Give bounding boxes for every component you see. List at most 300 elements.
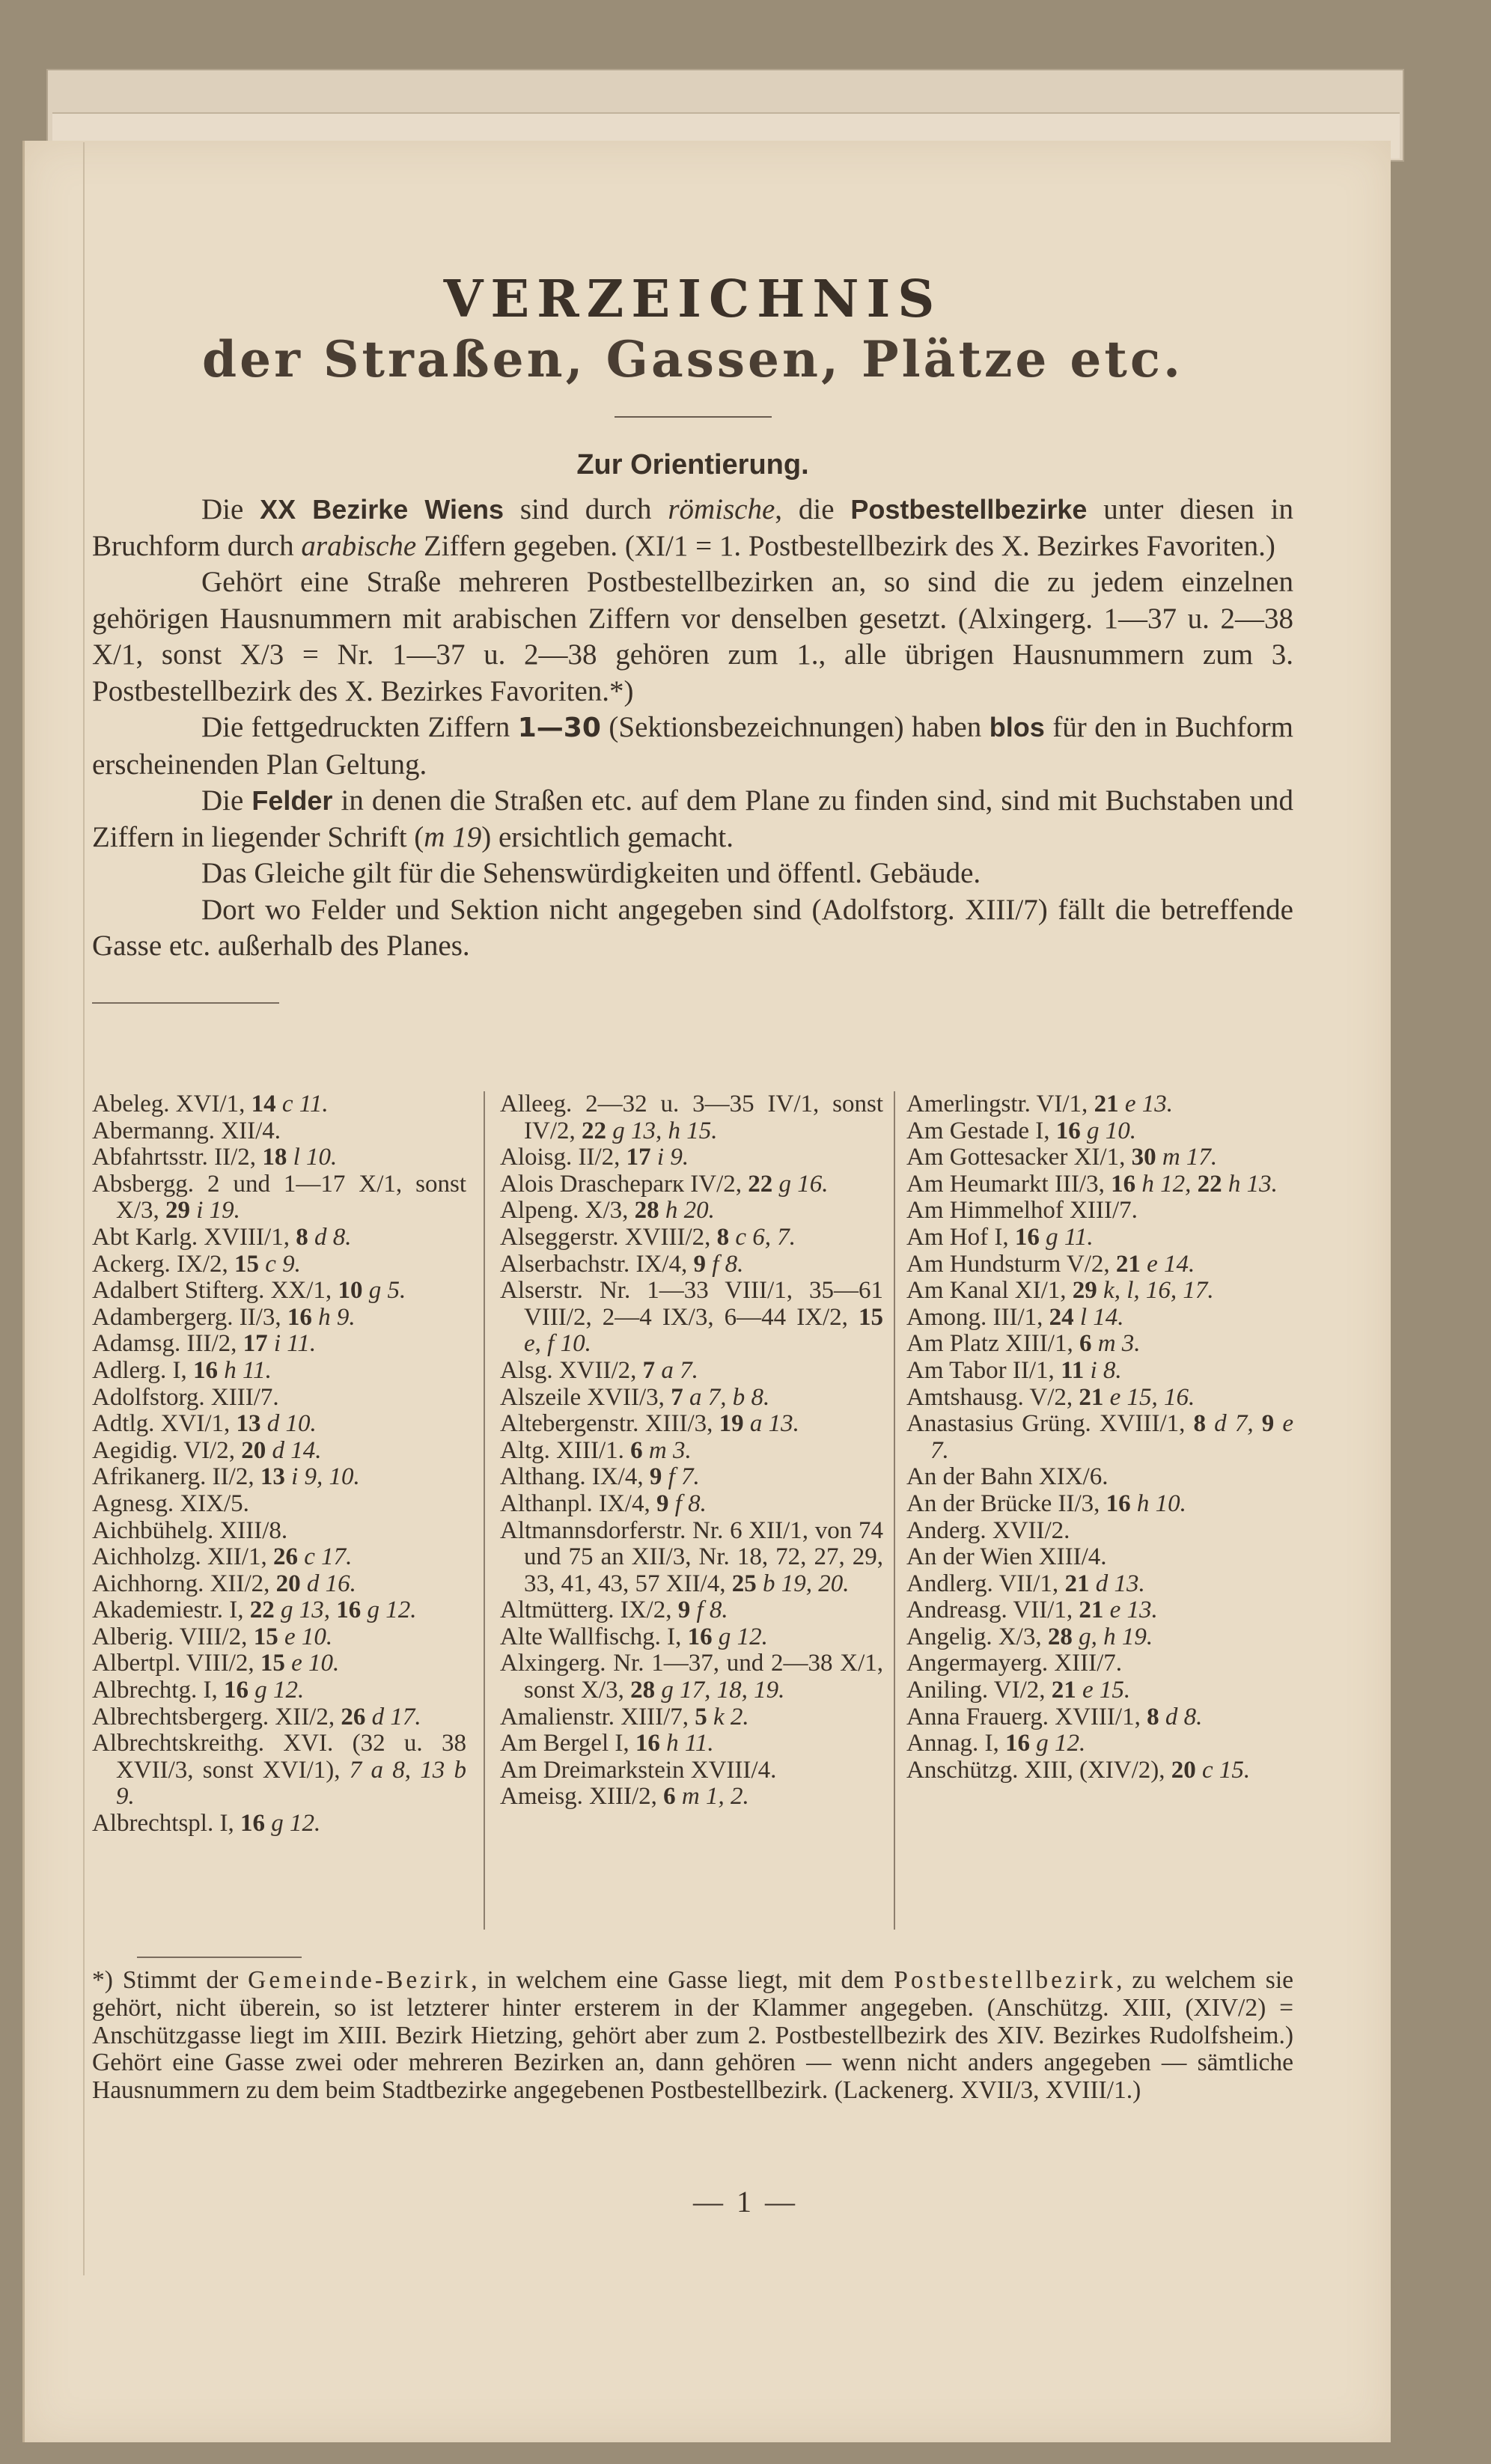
section-number: 8	[289, 1223, 308, 1251]
map-field: h 10.	[1130, 1489, 1186, 1517]
map-field: h 9.	[311, 1303, 356, 1331]
section-number: 26	[266, 1543, 298, 1571]
street-name: Adalbert Stifterg.	[92, 1277, 265, 1305]
section-number: 28	[628, 1197, 659, 1225]
section-number: 30	[1125, 1144, 1156, 1171]
index-entry	[92, 1171, 466, 1225]
postal-district: XVIII/2,	[618, 1223, 711, 1251]
postal-district: II/3,	[233, 1303, 281, 1331]
index-entry	[906, 1144, 1293, 1171]
section-number: 16	[217, 1677, 248, 1704]
intro-paragraph	[92, 783, 1293, 856]
index-entry	[92, 1518, 466, 1545]
street-name: Abeleg.	[92, 1091, 170, 1117]
street-name: Albrechtspl.	[92, 1810, 214, 1838]
map-field: g, h 19.	[1072, 1623, 1153, 1650]
section-number: 17	[237, 1330, 268, 1358]
street-name: Anderg.	[906, 1516, 987, 1544]
index-entry	[906, 1305, 1293, 1332]
section-number: 26	[335, 1703, 366, 1730]
intro-text-run: sind durch	[504, 493, 668, 525]
postal-district: XII/1,	[201, 1543, 267, 1571]
index-entry	[500, 1597, 883, 1624]
postal-district: VII/1,	[993, 1570, 1059, 1597]
index-entry	[906, 1571, 1293, 1598]
map-field: g 5.	[362, 1277, 406, 1305]
section-number: 9	[643, 1463, 662, 1491]
index-entry	[500, 1411, 883, 1438]
section-number: 19	[713, 1410, 744, 1438]
intro-text-run: XX Bezirke Wiens	[260, 494, 504, 525]
map-field: i 9.	[650, 1144, 689, 1171]
map-field: g 12.	[264, 1810, 321, 1838]
street-name: Am Kanal	[906, 1277, 1009, 1305]
postal-district: XIII/1,	[998, 1330, 1073, 1358]
postal-district: II/2,	[572, 1144, 621, 1171]
intro-paragraph	[92, 856, 1293, 892]
postal-district: XI/1,	[1067, 1144, 1126, 1171]
intro-paragraph	[92, 492, 1293, 564]
map-field: i 8.	[1084, 1356, 1122, 1384]
index-entry	[500, 1464, 883, 1491]
intro-text-run: für den in Buchform erscheinenden Plan Geltung.	[92, 711, 1293, 781]
street-name: An der Brücke	[906, 1489, 1052, 1517]
section-number: 22	[243, 1597, 275, 1624]
postal-district: IV/2,	[684, 1170, 743, 1198]
section-number: 20	[269, 1570, 301, 1597]
postal-district: III/3,	[1048, 1170, 1105, 1198]
section-number: 15	[254, 1650, 285, 1677]
map-field: m 3.	[1091, 1330, 1141, 1358]
map-field: b 19, 20.	[756, 1570, 850, 1597]
section-number: 29	[1066, 1277, 1097, 1305]
map-field: 7 a 8, 13 b 9.	[116, 1756, 466, 1811]
map-field: d 10.	[260, 1410, 317, 1438]
postal-district: VIII/2,	[180, 1650, 254, 1677]
section-number: 28	[1041, 1623, 1073, 1650]
intro-text-run: Die	[201, 493, 260, 525]
intro-text-run: arabische	[301, 529, 417, 562]
street-name: Afrikanerg.	[92, 1463, 207, 1491]
postal-district: XIII/7.	[1048, 1650, 1123, 1677]
street-name: Aichholzg.	[92, 1543, 201, 1571]
map-field: g 10.	[1080, 1117, 1137, 1144]
postal-district: VI/2,	[988, 1677, 1046, 1704]
street-name: Albrechtskreithg.	[92, 1730, 265, 1757]
street-name: Albrechtg.	[92, 1677, 198, 1704]
street-name: Altebergenstr.	[500, 1410, 639, 1438]
page-number: — 1 —	[693, 2185, 798, 2218]
index-entry	[92, 1730, 466, 1811]
footnote-text: *) Stimmt der	[92, 1966, 248, 1994]
street-name: Abfahrtsstr.	[92, 1144, 208, 1171]
map-field: g 12.	[361, 1597, 417, 1624]
index-entry	[92, 1278, 466, 1305]
index-entry	[906, 1251, 1293, 1278]
section-number: 20	[234, 1436, 266, 1464]
postal-district: VIII/2,	[174, 1623, 248, 1650]
intro-text-run: Die fettgedruckten Ziffern	[201, 711, 518, 743]
section-number: 8	[710, 1223, 730, 1251]
postal-district: 2—32 u. 3—35 IV/1, sonst IV/2,	[524, 1091, 883, 1144]
intro-text-run: Gehört eine Straße mehreren Postbestellbezirken an, so sind die zu jedem einzelnen gehörigen Hausnummern mit arabischen Ziffern vor denselben gesetzt. (Alxingerg. 1—37 u. 2—38 X/1, sonst X/3 = Nr. 1—37 u. 2—38 gehören zum 1., alle übrigen Hausnummern zum 3. Postbestellbezirk des X. Bezirkes Favoriten.*)	[92, 566, 1293, 707]
section-number: 15	[228, 1250, 260, 1278]
street-index	[92, 1091, 1293, 1937]
postal-district: IX/4,	[629, 1250, 688, 1278]
intro-divider	[92, 1002, 279, 1004]
postal-district: XVI/1,	[154, 1410, 231, 1438]
postal-district: I,	[197, 1677, 218, 1704]
map-field: g 17, 18, 19.	[655, 1677, 785, 1704]
street-name: Anschützg.	[906, 1756, 1019, 1784]
street-name: Am Himmelhof	[906, 1197, 1064, 1225]
map-field: l 14.	[1073, 1303, 1124, 1331]
map-field: d 17.	[365, 1703, 421, 1730]
map-field: c 9.	[259, 1250, 301, 1278]
index-entry	[906, 1464, 1293, 1491]
postal-district: IX/4,	[592, 1489, 650, 1517]
intro-text-run: Das Gleiche gilt für die Sehenswürdigkeiten und öffentl. Gebäude.	[201, 857, 981, 889]
map-field: d 14.	[266, 1436, 322, 1464]
street-name: Albrechtsbergerg.	[92, 1703, 269, 1730]
postal-district: I,	[223, 1597, 244, 1624]
street-name: Alois Drascheparк	[500, 1170, 685, 1198]
map-field: c 17.	[297, 1543, 353, 1571]
map-field: e 13.	[1103, 1597, 1158, 1624]
index-entry	[92, 1438, 466, 1465]
index-entry	[906, 1704, 1293, 1731]
map-field: e 15.	[1076, 1677, 1131, 1704]
postal-district: VI/1,	[1030, 1091, 1088, 1117]
postal-district: X/3,	[992, 1623, 1042, 1650]
section-number: 22	[742, 1170, 773, 1198]
street-name: Aniling.	[906, 1677, 989, 1704]
postal-district: XII/4.	[215, 1117, 281, 1144]
street-name: Aloisg.	[500, 1144, 573, 1171]
postal-district: XIII/7,	[615, 1703, 689, 1730]
street-name: Amalienstr.	[500, 1703, 615, 1730]
postal-district: Nr. 1—37, und 2—38 X/1, sonst X/3,	[524, 1650, 883, 1704]
postal-district: X/3,	[579, 1197, 629, 1225]
street-name: Aegidig.	[92, 1436, 178, 1464]
index-entry	[92, 1464, 466, 1491]
postal-district: II/2,	[206, 1463, 254, 1491]
footnote-text: , zu welchem sie gehört, nicht überein, so ist letzterer hinter ersterem in der Klammer angegeben. (Anschützg. XIII, (XIV/2) = Anschützgasse liegt im XIII. Bezirk Hietzing, gehört aber zum 2. Postbestellbezirk des XIV. Bezirkes Rudolfsheim.) Gehört eine Gasse zwei oder mehreren Bezirken an, dann gehören — wenn nicht anders angegeben — sämtliche Hausnummern zu dem beim Stadtbezirke angegebenen Postbestellbezirk. (Lackenerg. XVII/3, XVIII/1.)	[92, 1966, 1293, 2105]
postal-district: XVIII/1,	[198, 1223, 290, 1251]
street-name: Adamsg.	[92, 1330, 181, 1358]
map-field: l 10.	[287, 1144, 338, 1171]
street-name: Angelig.	[906, 1623, 993, 1650]
intro-text	[92, 492, 1293, 965]
street-name: Am Gestade	[906, 1117, 1030, 1144]
index-entry	[906, 1518, 1293, 1545]
section-number: 16	[681, 1623, 713, 1650]
index-entry	[92, 1704, 466, 1731]
postal-district: I,	[988, 1223, 1009, 1251]
map-field: i 11.	[267, 1330, 317, 1358]
index-entry	[500, 1518, 883, 1598]
street-name: Amerlingstr.	[906, 1091, 1031, 1117]
postal-district: XIII/7.	[204, 1383, 279, 1411]
section-number: 24	[1043, 1303, 1074, 1331]
map-field: a 13.	[743, 1410, 799, 1438]
index-entry	[500, 1491, 883, 1518]
intro-paragraph	[92, 892, 1293, 965]
section-number: 16	[330, 1597, 362, 1624]
index-entry	[500, 1704, 883, 1731]
index-entry	[92, 1491, 466, 1518]
postal-district: XIII/8.	[213, 1516, 288, 1544]
map-field: g 13,	[274, 1597, 331, 1624]
street-name: Altmütterg.	[500, 1597, 615, 1624]
street-name: Adtlg.	[92, 1410, 155, 1438]
section-number: 13	[230, 1410, 261, 1438]
section-number: 14	[245, 1091, 276, 1117]
street-name: Akademiestr.	[92, 1597, 224, 1624]
postal-district: III/2,	[180, 1330, 237, 1358]
map-field: g 11.	[1039, 1223, 1094, 1251]
section-number: 21	[1073, 1383, 1104, 1411]
intro-text-run: Die	[201, 784, 252, 817]
postal-district: XVIII/1,	[1049, 1703, 1141, 1730]
postal-district: III/1,	[987, 1303, 1043, 1331]
intro-text-run: , die	[775, 493, 851, 525]
street-name: Alserbachstr.	[500, 1250, 630, 1278]
gutter-line	[83, 142, 85, 2275]
section-number: 16	[629, 1730, 660, 1757]
postal-district: II/2,	[207, 1144, 257, 1171]
street-name: Am Platz	[906, 1330, 999, 1358]
postal-district: XIII/2,	[582, 1783, 657, 1811]
street-name: Annag.	[906, 1730, 979, 1757]
street-name: Alpeng.	[500, 1197, 579, 1225]
index-entry	[906, 1118, 1293, 1145]
map-field: g 12.	[712, 1623, 768, 1650]
postal-district: I,	[1029, 1117, 1050, 1144]
index-entry	[500, 1225, 883, 1251]
map-field: m 17.	[1156, 1144, 1218, 1171]
postal-district: VII/1,	[1007, 1597, 1073, 1624]
section-number: 25	[725, 1570, 757, 1597]
section-number: 13	[254, 1463, 285, 1491]
index-entry	[500, 1438, 883, 1465]
footnote-term: Postbestellbezirk	[894, 1966, 1117, 1994]
section-number: 21	[1109, 1250, 1141, 1278]
map-field: f 8.	[705, 1250, 744, 1278]
index-entry	[906, 1677, 1293, 1704]
section-number: 9	[650, 1489, 669, 1517]
section-number: 16	[281, 1303, 312, 1331]
street-name: Andlerg.	[906, 1570, 993, 1597]
intro-text-run: Postbestellbezirke	[850, 494, 1088, 525]
index-column	[906, 1091, 1293, 1784]
map-field: m 1, 2.	[675, 1783, 749, 1811]
map-field: e 14.	[1140, 1250, 1195, 1278]
street-name: Among.	[906, 1303, 987, 1331]
section-number: 18	[256, 1144, 287, 1171]
index-entry	[500, 1650, 883, 1704]
map-field: h 13.	[1222, 1170, 1278, 1198]
street-name: Ameisg.	[500, 1783, 583, 1811]
index-entry	[92, 1251, 466, 1278]
map-field: h 12,	[1135, 1170, 1192, 1198]
map-field: h 11.	[659, 1730, 714, 1757]
intro-text-run: Dort wo Felder und Sektion nicht angegeben sind (Adolfstorg. XIII/7) fällt die betreffende Gasse etc. außerhalb des Planes.	[92, 893, 1293, 962]
postal-district: XIII/7.	[1063, 1197, 1138, 1225]
postal-district: XIII, (XIV/2),	[1018, 1756, 1165, 1784]
map-field: a 7.	[655, 1356, 698, 1384]
street-name: Amtshausg.	[906, 1383, 1024, 1411]
street-name: Am Dreimarkstein	[500, 1756, 685, 1784]
section-number: 20	[1165, 1756, 1196, 1784]
section-number: 16	[186, 1356, 219, 1384]
section-number: 22	[1191, 1170, 1222, 1198]
index-entry	[92, 1118, 466, 1145]
section-number: 29	[159, 1197, 190, 1225]
map-field: d 8.	[1159, 1703, 1203, 1730]
street-name: Altg.	[500, 1436, 550, 1464]
section-number: 6	[1073, 1330, 1092, 1358]
postal-district: XIII/3,	[638, 1410, 713, 1438]
street-name: Alserstr.	[500, 1277, 583, 1305]
intro-text-run: blos	[989, 712, 1045, 742]
postal-district: XX/1,	[264, 1277, 332, 1305]
intro-paragraph	[92, 710, 1293, 783]
street-name: Abermanng.	[92, 1117, 216, 1144]
index-entry	[906, 1198, 1293, 1225]
postal-district: I,	[213, 1810, 234, 1838]
postal-district: XVII/3,	[581, 1383, 665, 1411]
map-field: e 7.	[930, 1410, 1294, 1464]
section-number: 21	[1088, 1091, 1119, 1117]
street-name: Am Tabor	[906, 1356, 1007, 1384]
map-field: h 20.	[659, 1197, 715, 1225]
index-column	[500, 1091, 883, 1811]
page-title: VERZEICHNIS	[443, 269, 942, 329]
postal-district: XII/2,	[269, 1703, 335, 1730]
street-name: Abt Karlg.	[92, 1223, 198, 1251]
index-entry	[500, 1385, 883, 1412]
index-entry	[906, 1091, 1293, 1118]
postal-district: XIII/4.	[1032, 1543, 1107, 1571]
intro-text-run: unter diesen in Bruchform durch	[92, 493, 1293, 562]
section-number: 6	[623, 1436, 643, 1464]
section-number: 17	[620, 1144, 651, 1171]
map-field: f 8.	[668, 1489, 707, 1517]
street-name: Alxingerg.	[500, 1650, 606, 1677]
title-divider	[615, 416, 772, 418]
postal-district: XVII/2,	[552, 1356, 637, 1384]
map-field: g 13, h 15.	[606, 1117, 718, 1144]
index-entry	[92, 1091, 466, 1118]
index-entry	[906, 1331, 1293, 1358]
index-column	[92, 1091, 466, 1838]
index-entry	[92, 1544, 466, 1571]
index-entry	[906, 1278, 1293, 1305]
index-entry	[500, 1091, 883, 1144]
intro-text-run: ) ersichtlich gemacht.	[481, 820, 734, 853]
index-entry	[500, 1784, 883, 1811]
map-field: e 15, 16.	[1103, 1383, 1195, 1411]
street-name: Anna Frauerg.	[906, 1703, 1049, 1730]
map-field: a 7, b 8.	[683, 1383, 770, 1411]
street-name: Am Gottesacker	[906, 1144, 1068, 1171]
section-number: 16	[1100, 1489, 1131, 1517]
postal-district: XIX/5.	[174, 1489, 249, 1517]
section-number: 7	[664, 1383, 683, 1411]
index-entry	[500, 1171, 883, 1198]
section-number: 6	[656, 1783, 676, 1811]
index-entry	[92, 1385, 466, 1412]
postal-district: XVI. (32 u. 38 XVII/3, sonst XVI/1),	[116, 1730, 466, 1784]
postal-district: II/1,	[1006, 1356, 1055, 1384]
page-subtitle: der Straßen, Gassen, Plätze etc.	[201, 330, 1184, 388]
section-number: 11	[1054, 1356, 1085, 1384]
map-field: h 11.	[218, 1356, 272, 1384]
section-number: 16	[998, 1730, 1030, 1757]
index-entry	[92, 1597, 466, 1624]
index-entry	[92, 1331, 466, 1358]
section-number: 16	[234, 1810, 265, 1838]
map-field: e 10.	[284, 1650, 340, 1677]
index-entry	[500, 1730, 883, 1757]
index-entry	[92, 1624, 466, 1651]
footnote-text: , in welchem eine Gasse liegt, mit dem	[471, 1966, 894, 1994]
index-entry	[92, 1677, 466, 1704]
street-name: Adlerg.	[92, 1356, 167, 1384]
section-number: 16	[1008, 1223, 1040, 1251]
column-divider	[484, 1091, 485, 1930]
map-field: e 13.	[1118, 1091, 1173, 1117]
intro-text-run: Ziffern gegeben. (XI/1 = 1. Postbestellbezirk des X. Bezirkes Favoriten.)	[416, 529, 1275, 562]
section-number: 16	[1104, 1170, 1136, 1198]
section-number: 15	[847, 1303, 883, 1331]
street-name: Absbergg.	[92, 1170, 194, 1198]
map-field: i 19.	[190, 1197, 240, 1225]
postal-district: I,	[660, 1623, 682, 1650]
header-block	[92, 269, 1293, 1004]
postal-district: VI/2,	[177, 1436, 235, 1464]
section-number: 9	[687, 1250, 706, 1278]
postal-district: XIII/1.	[549, 1436, 624, 1464]
street-name: Aichbühelg.	[92, 1516, 214, 1544]
map-field: f 7.	[662, 1463, 700, 1491]
intro-text-run: in denen die Straßen etc. auf dem Plane zu finden sind, sind mit Buchstaben und Ziffern in liegender Schrift (	[92, 784, 1293, 853]
index-entry	[500, 1358, 883, 1385]
index-entry	[92, 1650, 466, 1677]
street-name: Am Hof	[906, 1223, 989, 1251]
postal-district: XII/2,	[204, 1570, 270, 1597]
section-number: 16	[1049, 1117, 1081, 1144]
street-name: Althang.	[500, 1463, 586, 1491]
street-name: Alseggerstr.	[500, 1223, 619, 1251]
postal-district: IX/2,	[614, 1597, 672, 1624]
intro-text-run: m 19	[424, 820, 482, 853]
index-entry	[500, 1624, 883, 1651]
section-number: 8	[1185, 1410, 1207, 1438]
map-field: k 2.	[707, 1703, 749, 1730]
section-number: 9	[671, 1597, 691, 1624]
street-name: An der Bahn	[906, 1463, 1033, 1491]
index-entry	[906, 1358, 1293, 1385]
index-entry	[906, 1757, 1293, 1784]
section-number: 5	[689, 1703, 707, 1730]
postal-district: XVIII/1,	[1091, 1410, 1186, 1438]
street-name: Albertpl.	[92, 1650, 181, 1677]
index-entry	[906, 1650, 1293, 1677]
postal-district: XVII/2.	[986, 1516, 1070, 1544]
map-field: e, f 10.	[524, 1330, 591, 1358]
